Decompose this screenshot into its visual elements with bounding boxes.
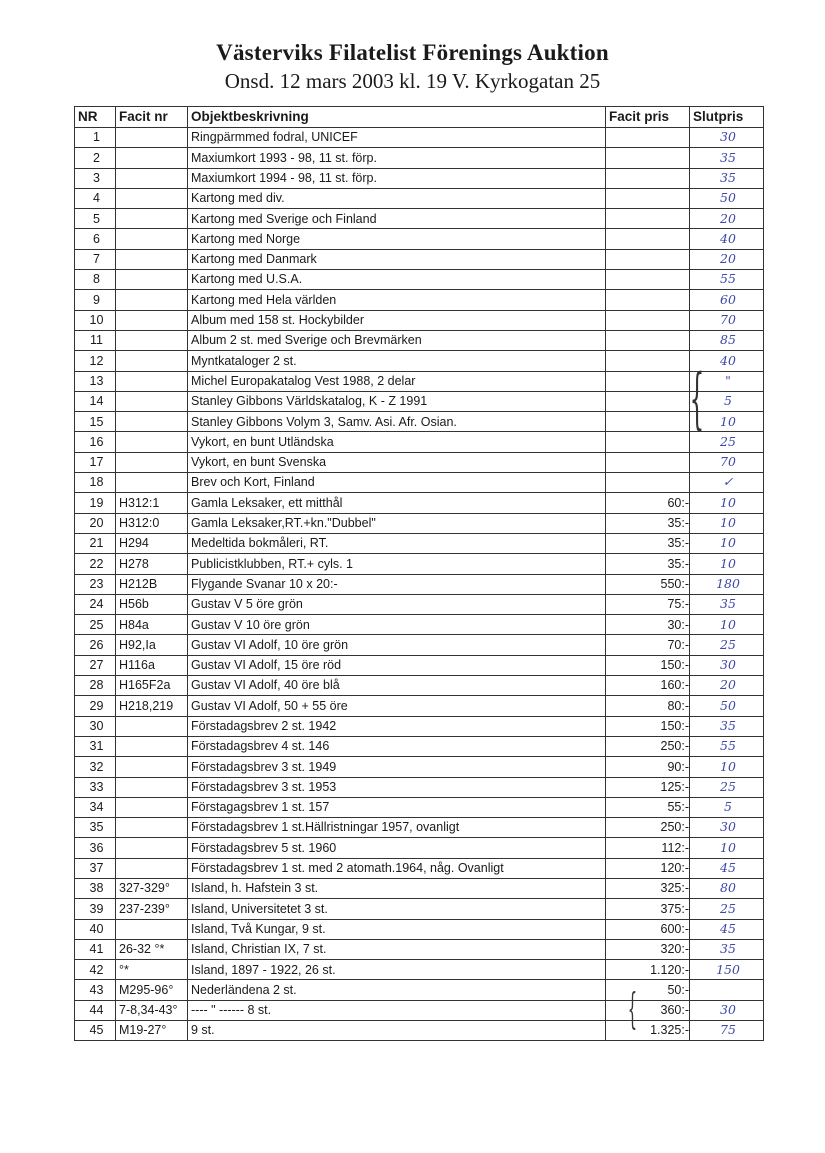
- cell-facit-nr: H294: [116, 533, 188, 553]
- cell-facit-nr: [116, 432, 188, 452]
- cell-nr: 15: [75, 412, 116, 432]
- cell-facit-price: [606, 188, 690, 208]
- cell-final-price: 35: [690, 939, 764, 959]
- cell-description: Nederländena 2 st.: [188, 980, 606, 1000]
- cell-facit-price: 30:-: [606, 615, 690, 635]
- cell-facit-price: 600:-: [606, 919, 690, 939]
- cell-description: Gamla Leksaker, ett mitthål: [188, 493, 606, 513]
- cell-facit-nr: [116, 270, 188, 290]
- table-body: [75, 128, 764, 1041]
- cell-nr: 23: [75, 574, 116, 594]
- cell-final-price: 50: [690, 188, 764, 208]
- cell-final-price: 25: [690, 432, 764, 452]
- cell-nr: 18: [75, 473, 116, 493]
- cell-description: Island, h. Hafstein 3 st.: [188, 878, 606, 898]
- table-row: [75, 432, 764, 452]
- cell-facit-price: 1.325:-: [606, 1021, 690, 1041]
- table-row: [75, 330, 764, 350]
- cell-final-price: 70: [690, 452, 764, 472]
- table-row: [75, 188, 764, 208]
- cell-final-price: 75: [690, 1021, 764, 1041]
- cell-facit-price: 550:-: [606, 574, 690, 594]
- cell-final-price: 20: [690, 676, 764, 696]
- cell-facit-nr: [116, 919, 188, 939]
- cell-nr: 34: [75, 797, 116, 817]
- cell-description: Gustav V 10 öre grön: [188, 615, 606, 635]
- cell-facit-nr: [116, 128, 188, 148]
- cell-facit-nr: [116, 797, 188, 817]
- table-row: [75, 594, 764, 614]
- table-row: [75, 696, 764, 716]
- auction-title: Västerviks Filatelist Förenings Auktion: [216, 40, 609, 65]
- table-header-row: [75, 107, 764, 128]
- cell-description: Gustav VI Adolf, 50 + 55 öre: [188, 696, 606, 716]
- cell-nr: 45: [75, 1021, 116, 1041]
- table-row: [75, 128, 764, 148]
- cell-description: Maxiumkort 1994 - 98, 11 st. förp.: [188, 168, 606, 188]
- cell-final-price: 85: [690, 330, 764, 350]
- cell-facit-price: [606, 249, 690, 269]
- cell-facit-price: [606, 330, 690, 350]
- cell-description: Vykort, en bunt Svenska: [188, 452, 606, 472]
- cell-facit-price: 160:-: [606, 676, 690, 696]
- table-row: [75, 493, 764, 513]
- cell-description: Myntkataloger 2 st.: [188, 351, 606, 371]
- cell-final-price: 45: [690, 858, 764, 878]
- cell-facit-nr: [116, 351, 188, 371]
- table-row: [75, 1021, 764, 1041]
- cell-description: Flygande Svanar 10 x 20:-: [188, 574, 606, 594]
- cell-description: Gustav V 5 öre grön: [188, 594, 606, 614]
- cell-description: Island, Christian IX, 7 st.: [188, 939, 606, 959]
- column-header-nr: NR: [75, 107, 116, 128]
- cell-nr: 8: [75, 270, 116, 290]
- cell-description: Stanley Gibbons Världskatalog, K - Z 1991: [188, 391, 606, 411]
- cell-facit-price: 125:-: [606, 777, 690, 797]
- cell-facit-price: 250:-: [606, 818, 690, 838]
- table-row: [75, 371, 764, 391]
- cell-facit-nr: H56b: [116, 594, 188, 614]
- cell-description: Gustav VI Adolf, 40 öre blå: [188, 676, 606, 696]
- cell-nr: 24: [75, 594, 116, 614]
- cell-final-price: 35: [690, 594, 764, 614]
- cell-nr: 2: [75, 148, 116, 168]
- cell-facit-price: 112:-: [606, 838, 690, 858]
- cell-facit-price: 50:-: [606, 980, 690, 1000]
- cell-nr: 6: [75, 229, 116, 249]
- table-row: [75, 452, 764, 472]
- cell-nr: 40: [75, 919, 116, 939]
- table-row: [75, 635, 764, 655]
- cell-facit-nr: [116, 188, 188, 208]
- cell-facit-nr: H212B: [116, 574, 188, 594]
- grouping-brace-rows-12-15: {: [689, 360, 705, 437]
- cell-nr: 31: [75, 736, 116, 756]
- cell-facit-price: 90:-: [606, 757, 690, 777]
- cell-facit-nr: H278: [116, 554, 188, 574]
- cell-final-price: 80: [690, 878, 764, 898]
- cell-facit-price: 80:-: [606, 696, 690, 716]
- cell-facit-price: 250:-: [606, 736, 690, 756]
- cell-nr: 12: [75, 351, 116, 371]
- cell-final-price: 20: [690, 249, 764, 269]
- cell-facit-nr: H92,Ia: [116, 635, 188, 655]
- table-row: [75, 858, 764, 878]
- cell-nr: 17: [75, 452, 116, 472]
- cell-nr: 26: [75, 635, 116, 655]
- cell-final-price: 55: [690, 736, 764, 756]
- cell-facit-nr: [116, 371, 188, 391]
- cell-description: Publicistklubben, RT.+ cyls. 1: [188, 554, 606, 574]
- table-row: [75, 554, 764, 574]
- cell-description: Kartong med Hela världen: [188, 290, 606, 310]
- cell-facit-price: 120:-: [606, 858, 690, 878]
- table-row: [75, 574, 764, 594]
- cell-facit-nr: [116, 716, 188, 736]
- table-row: [75, 980, 764, 1000]
- cell-nr: 9: [75, 290, 116, 310]
- table-row: [75, 676, 764, 696]
- cell-final-price: 70: [690, 310, 764, 330]
- cell-final-price: 5: [690, 391, 764, 411]
- cell-facit-price: [606, 473, 690, 493]
- cell-facit-nr: 237-239°: [116, 899, 188, 919]
- cell-final-price: 10: [690, 554, 764, 574]
- cell-facit-nr: [116, 310, 188, 330]
- cell-facit-price: 150:-: [606, 655, 690, 675]
- cell-description: Förstadagsbrev 2 st. 1942: [188, 716, 606, 736]
- cell-nr: 33: [75, 777, 116, 797]
- cell-nr: 21: [75, 533, 116, 553]
- table-row: [75, 797, 764, 817]
- cell-facit-price: [606, 290, 690, 310]
- cell-nr: 32: [75, 757, 116, 777]
- cell-description: Michel Europakatalog Vest 1988, 2 delar: [188, 371, 606, 391]
- cell-final-price: 25: [690, 899, 764, 919]
- cell-description: 9 st.: [188, 1021, 606, 1041]
- cell-final-price: 35: [690, 168, 764, 188]
- table-row: [75, 960, 764, 980]
- cell-nr: 27: [75, 655, 116, 675]
- cell-description: Gamla Leksaker,RT.+kn."Dubbel": [188, 513, 606, 533]
- cell-description: Gustav VI Adolf, 10 öre grön: [188, 635, 606, 655]
- cell-facit-nr: [116, 777, 188, 797]
- cell-facit-price: 55:-: [606, 797, 690, 817]
- cell-final-price: 20: [690, 209, 764, 229]
- cell-facit-price: [606, 452, 690, 472]
- cell-description: Förstadagsbrev 1 st.Hällristningar 1957, ovanligt: [188, 818, 606, 838]
- cell-facit-price: [606, 209, 690, 229]
- cell-final-price: ✓: [690, 473, 764, 493]
- cell-facit-nr: [116, 391, 188, 411]
- cell-final-price: 35: [690, 716, 764, 736]
- cell-final-price: 30: [690, 128, 764, 148]
- cell-nr: 36: [75, 838, 116, 858]
- cell-facit-price: 360:-: [606, 1000, 690, 1020]
- column-header-final-price: Slutpris: [690, 107, 764, 128]
- cell-nr: 28: [75, 676, 116, 696]
- cell-nr: 16: [75, 432, 116, 452]
- cell-facit-nr: H312:1: [116, 493, 188, 513]
- table-row: [75, 473, 764, 493]
- cell-final-price: 5: [690, 797, 764, 817]
- cell-facit-nr: M19-27°: [116, 1021, 188, 1041]
- table-row: [75, 148, 764, 168]
- cell-nr: 39: [75, 899, 116, 919]
- cell-nr: 22: [75, 554, 116, 574]
- cell-facit-price: [606, 128, 690, 148]
- cell-nr: 13: [75, 371, 116, 391]
- cell-facit-nr: [116, 209, 188, 229]
- auction-table: [74, 106, 764, 1041]
- table-row: [75, 270, 764, 290]
- auction-subtitle: Onsd. 12 mars 2003 kl. 19 V. Kyrkogatan 25: [224, 69, 601, 93]
- cell-nr: 14: [75, 391, 116, 411]
- cell-facit-nr: M295-96°: [116, 980, 188, 1000]
- cell-facit-price: 60:-: [606, 493, 690, 513]
- cell-description: Island, Två Kungar, 9 st.: [188, 919, 606, 939]
- table-row: [75, 391, 764, 411]
- column-header-facit-price: Facit pris: [606, 107, 690, 128]
- cell-facit-price: 75:-: [606, 594, 690, 614]
- cell-facit-price: 1.120:-: [606, 960, 690, 980]
- cell-final-price: 10: [690, 757, 764, 777]
- cell-nr: 43: [75, 980, 116, 1000]
- cell-facit-price: [606, 412, 690, 432]
- table-row: [75, 777, 764, 797]
- cell-description: Kartong med Norge: [188, 229, 606, 249]
- cell-final-price: 10: [690, 412, 764, 432]
- table-row: [75, 838, 764, 858]
- cell-nr: 42: [75, 960, 116, 980]
- cell-description: Förstadagsbrev 3 st. 1949: [188, 757, 606, 777]
- cell-facit-price: 70:-: [606, 635, 690, 655]
- cell-facit-price: 375:-: [606, 899, 690, 919]
- cell-facit-nr: [116, 838, 188, 858]
- table-row: [75, 290, 764, 310]
- table-row: [75, 919, 764, 939]
- cell-facit-nr: 7-8,34-43°: [116, 1000, 188, 1020]
- cell-description: Förstadagsbrev 1 st. med 2 atomath.1964, någ. Ovanligt: [188, 858, 606, 878]
- cell-facit-price: [606, 351, 690, 371]
- table-row: [75, 899, 764, 919]
- table-row: [75, 351, 764, 371]
- cell-description: Medeltida bokmåleri, RT.: [188, 533, 606, 553]
- cell-nr: 30: [75, 716, 116, 736]
- cell-description: Kartong med U.S.A.: [188, 270, 606, 290]
- cell-nr: 37: [75, 858, 116, 878]
- table-row: [75, 716, 764, 736]
- cell-final-price: 10: [690, 493, 764, 513]
- column-header-facit-nr: Facit nr: [116, 107, 188, 128]
- cell-final-price: 180: [690, 574, 764, 594]
- cell-final-price: 10: [690, 513, 764, 533]
- cell-final-price: 30: [690, 818, 764, 838]
- table-row: [75, 818, 764, 838]
- cell-facit-price: [606, 148, 690, 168]
- cell-final-price: 45: [690, 919, 764, 939]
- cell-facit-price: [606, 270, 690, 290]
- column-header-description: Objektbeskrivning: [188, 107, 606, 128]
- cell-nr: 44: [75, 1000, 116, 1020]
- cell-facit-nr: H116a: [116, 655, 188, 675]
- cell-description: Förstadagsbrev 4 st. 146: [188, 736, 606, 756]
- cell-facit-price: 150:-: [606, 716, 690, 736]
- cell-facit-nr: °*: [116, 960, 188, 980]
- cell-nr: 1: [75, 128, 116, 148]
- cell-description: Förstadagsbrev 3 st. 1953: [188, 777, 606, 797]
- cell-facit-nr: 26-32 °*: [116, 939, 188, 959]
- cell-description: Maxiumkort 1993 - 98, 11 st. förp.: [188, 148, 606, 168]
- cell-nr: 5: [75, 209, 116, 229]
- cell-nr: 20: [75, 513, 116, 533]
- cell-final-price: 35: [690, 148, 764, 168]
- cell-facit-nr: H218,219: [116, 696, 188, 716]
- cell-description: ---- " ------ 8 st.: [188, 1000, 606, 1020]
- cell-facit-nr: H165F2a: [116, 676, 188, 696]
- cell-facit-price: 320:-: [606, 939, 690, 959]
- cell-facit-price: [606, 391, 690, 411]
- cell-description: Vykort, en bunt Utländska: [188, 432, 606, 452]
- cell-nr: 3: [75, 168, 116, 188]
- table-row: [75, 615, 764, 635]
- cell-facit-nr: [116, 330, 188, 350]
- cell-description: Förstadagsbrev 5 st. 1960: [188, 838, 606, 858]
- cell-nr: 41: [75, 939, 116, 959]
- cell-description: Brev och Kort, Finland: [188, 473, 606, 493]
- cell-final-price: 25: [690, 777, 764, 797]
- table-row: [75, 939, 764, 959]
- cell-final-price: 10: [690, 533, 764, 553]
- cell-final-price: 55: [690, 270, 764, 290]
- table-row: [75, 229, 764, 249]
- cell-description: Stanley Gibbons Volym 3, Samv. Asi. Afr. Osian.: [188, 412, 606, 432]
- cell-facit-price: [606, 371, 690, 391]
- cell-nr: 29: [75, 696, 116, 716]
- cell-final-price: 25: [690, 635, 764, 655]
- cell-final-price: 60: [690, 290, 764, 310]
- cell-description: Gustav VI Adolf, 15 öre röd: [188, 655, 606, 675]
- cell-facit-nr: [116, 757, 188, 777]
- cell-nr: 11: [75, 330, 116, 350]
- cell-final-price: 150: [690, 960, 764, 980]
- cell-description: Förstagagsbrev 1 st. 157: [188, 797, 606, 817]
- cell-description: Album med 158 st. Hockybilder: [188, 310, 606, 330]
- cell-facit-nr: [116, 736, 188, 756]
- cell-facit-price: [606, 168, 690, 188]
- cell-facit-nr: 327-329°: [116, 878, 188, 898]
- table-row: [75, 878, 764, 898]
- table-row: [75, 1000, 764, 1020]
- table-row: [75, 310, 764, 330]
- cell-description: Album 2 st. med Sverige och Brevmärken: [188, 330, 606, 350]
- table-row: [75, 209, 764, 229]
- table-row: [75, 168, 764, 188]
- cell-facit-nr: [116, 148, 188, 168]
- cell-description: Kartong med Danmark: [188, 249, 606, 269]
- cell-facit-nr: [116, 858, 188, 878]
- cell-description: Ringpärmmed fodral, UNICEF: [188, 128, 606, 148]
- cell-facit-price: [606, 229, 690, 249]
- table-row: [75, 736, 764, 756]
- cell-final-price: 40: [690, 229, 764, 249]
- cell-description: Kartong med Sverige och Finland: [188, 209, 606, 229]
- cell-facit-price: [606, 310, 690, 330]
- cell-final-price: 40: [690, 351, 764, 371]
- cell-facit-nr: H84a: [116, 615, 188, 635]
- cell-final-price: 10: [690, 615, 764, 635]
- cell-nr: 4: [75, 188, 116, 208]
- cell-nr: 38: [75, 878, 116, 898]
- table-row: [75, 412, 764, 432]
- cell-final-price: ": [690, 371, 764, 391]
- cell-facit-price: [606, 432, 690, 452]
- table-row: [75, 533, 764, 553]
- cell-facit-nr: [116, 473, 188, 493]
- cell-facit-price: 35:-: [606, 554, 690, 574]
- cell-final-price: 30: [690, 655, 764, 675]
- cell-nr: 25: [75, 615, 116, 635]
- cell-facit-nr: [116, 412, 188, 432]
- cell-nr: 7: [75, 249, 116, 269]
- cell-nr: 35: [75, 818, 116, 838]
- cell-description: Island, 1897 - 1922, 26 st.: [188, 960, 606, 980]
- cell-facit-price: 35:-: [606, 533, 690, 553]
- cell-facit-nr: [116, 290, 188, 310]
- table-row: [75, 655, 764, 675]
- cell-facit-nr: [116, 249, 188, 269]
- cell-description: Kartong med div.: [188, 188, 606, 208]
- cell-facit-price: 325:-: [606, 878, 690, 898]
- cell-facit-nr: [116, 818, 188, 838]
- cell-final-price: 50: [690, 696, 764, 716]
- cell-nr: 10: [75, 310, 116, 330]
- cell-final-price: 10: [690, 838, 764, 858]
- cell-final-price: [690, 980, 764, 1000]
- cell-nr: 19: [75, 493, 116, 513]
- table-row: [75, 249, 764, 269]
- cell-description: Island, Universitetet 3 st.: [188, 899, 606, 919]
- cell-final-price: 30: [690, 1000, 764, 1020]
- cell-facit-nr: [116, 452, 188, 472]
- table-row: [75, 513, 764, 533]
- cell-facit-nr: [116, 229, 188, 249]
- cell-facit-nr: H312:0: [116, 513, 188, 533]
- cell-facit-price: 35:-: [606, 513, 690, 533]
- cell-facit-nr: [116, 168, 188, 188]
- table-row: [75, 757, 764, 777]
- grouping-brace-rows-43-44: {: [627, 984, 638, 1033]
